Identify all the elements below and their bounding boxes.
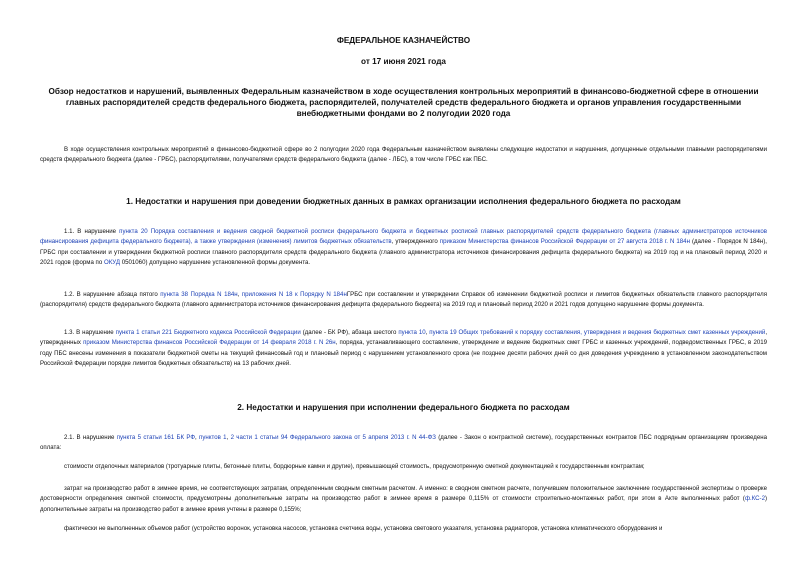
paragraph-1-3: 1.3. В нарушение пункта 1 статьи 221 Бюджетного кодекса Российской Федерации (далее - БК РФ), абзаца шестого пункта 10, пункта 19 Общих требований к порядку составления, утверждения и ведения бюджетных смет казенных учреждений, утвержденных приказом Министерства финансов Российской Федерации от 14 февраля 2018 г. N 26н, порядка, устанавливающего составление, утверждение и ведение бюджетных смет ГРБС и казенных учреждений, подведомственных ГРБС, в 2019 году ПБС внесены изменения в показатели бюджетной сметы на текущий финансовый год и плановый период с нарушением установленного срока (не позднее десяти рабочих дней со дня доведения учреждению в установленном законодательством Российской Федерации порядке лимитов бюджетных обязательств) на 13 рабочих дней. [40,329,768,368]
law-link[interactable]: приказом Министерства финансов Российской Федерации от 27 августа 2018 г. N 184н [439,238,690,246]
law-link[interactable]: пункта 19 Общих требований к порядку составления, утверждения и ведения бюджетных смет казенных учреждений [429,329,766,336]
document-date: от 17 июня 2021 года [361,57,446,66]
law-link[interactable]: пункта 1 статьи 221 Бюджетного кодекса Российской Федерации [115,329,301,336]
law-link[interactable]: пункта 10 [398,329,426,336]
law-link[interactable]: ф.КС-2 [744,495,765,503]
law-link[interactable]: приказом Министерства финансов Российской Федерации от 14 февраля 2018 г. N 26н [83,339,336,347]
law-link[interactable]: пункта 20 Порядка составления и ведения сводной бюджетной росписи федерального бюджета и бюджетных росписей главных распорядителей средств федерального бюджета (главных администраторов источников финансирования дефицита федерального бюджета), а также утверждения (изменения) лимитов бюджетных обязательств [40,228,767,246]
paragraph-1-1: 1.1. В нарушение пункта 20 Порядка составления и ведения сводной бюджетной росписи федерального бюджета и бюджетных росписей главных распорядителей средств федерального бюджета (главных администраторов источников финансирования дефицита федерального бюджета), а также утверждения (изменения) лимитов бюджетных обязательств, утвержденного приказом Министерства финансов Российской Федерации от 27 августа 2018 г. N 184н (далее - Порядок N 184н), ГРБС при составлении и утверждении бюджетной росписи главного распорядителя средств федерального бюджета (главного администратора источников финансирования дефицита федерального бюджета) на 2019 год и на плановый период 2020 и 2021 годов (форма по ОКУД 0501060) допущено нарушение установленной формы документа. [40,228,767,267]
paragraph-2-1-item-1: стоимости отделочных материалов (тротуарные плиты, бетонные плиты, бордюрные камни и другие), превышающей стоимость, предусмотренную сметной документацией к государственным контрактам; [64,463,645,470]
section-1-heading: 1. Недостатки и нарушения при доведении бюджетных данных в рамках организации исполнения федерального бюджета по расходам [126,197,681,206]
paragraph-2-1: 2.1. В нарушение пункта 5 статьи 161 БК РФ, пунктов 1, 2 части 1 статьи 94 Федерального закона от 5 апреля 2013 г. N 44-ФЗ (далее - Закон о контрактной системе), государственных контрактов ПБС подрядным организациям произведена оплата: [40,434,767,452]
paragraph-2-1-item-2: затрат на производство работ в зимнее время, не соответствующих затратам, определенным сводным сметным расчетом. А именно: в сводном сметном расчете, получившем положительное заключение государственной экспертизы о проверке достоверности определения сметной стоимости, предусмотрены дополнительные затраты на производство работ в зимнее время в размере 0,115% от стоимости строительно-монтажных работ, при этом в Акте выполненных работ (ф.КС-2) дополнительные затраты на производство работ в зимнее время учтены в размере 0,155%; [40,485,767,513]
paragraph-1-2: 1.2. В нарушение абзаца пятого пункта 38 Порядка N 184н, приложения N 18 к Порядку N 184нГРБС при составлении и утверждении Справок об изменении бюджетной росписи и лимитов бюджетных обязательств главного распорядителя (распорядителя) средств федерального бюджета (главного администратора источников финансирования дефицита федерального бюджета) на 2019 год и плановый период 2020 и 2021 годов допущено нарушение формы документа. [40,291,767,309]
document-title: Обзор недостатков и нарушений, выявленных Федеральным казначейством в ходе осуществления контрольных мероприятий в финансово-бюджетной сфере в отношении главных распорядителей средств федерального бюджета, распорядителей, получателей средств федерального бюджета и органов управления государственными внебюджетными фондами во 2 полугодии 2020 года [48,87,759,118]
section-2-heading: 2. Недостатки и нарушения при исполнении федерального бюджета по расходам [237,403,570,412]
law-link[interactable]: пункта 5 статьи 161 БК РФ [116,434,196,441]
agency-name: ФЕДЕРАЛЬНОЕ КАЗНАЧЕЙСТВО [336,36,471,45]
intro-paragraph: В ходе осуществления контрольных мероприятий в финансово-бюджетной сфере во 2 полугодии 2020 года Федеральным казначейством выявлены следующие недостатки и нарушения, допущенные отдельными главными распорядителями средств федерального бюджета (далее - ГРБС), распорядителями, получателями средств федерального бюджета (далее - ЛБС), в том числе ГРБС как ПБС. [40,146,767,164]
law-link[interactable]: пунктов 1 [199,434,227,441]
law-link[interactable]: ОКУД [103,259,121,267]
paragraph-2-1-item-3: фактически не выполненных объемов работ (устройство воронок, установка насосов, установка счетчика воды, установка светового указателя, установка радиаторов, установка климатического оборудования и [64,525,663,532]
law-link[interactable]: пункта 38 Порядка N 184н [160,291,238,298]
law-link[interactable]: 2 части 1 статьи 94 Федерального закона от 5 апреля 2013 г. N 44-ФЗ [230,434,436,441]
law-link[interactable]: приложения N 18 к Порядку N 184н [241,291,347,298]
